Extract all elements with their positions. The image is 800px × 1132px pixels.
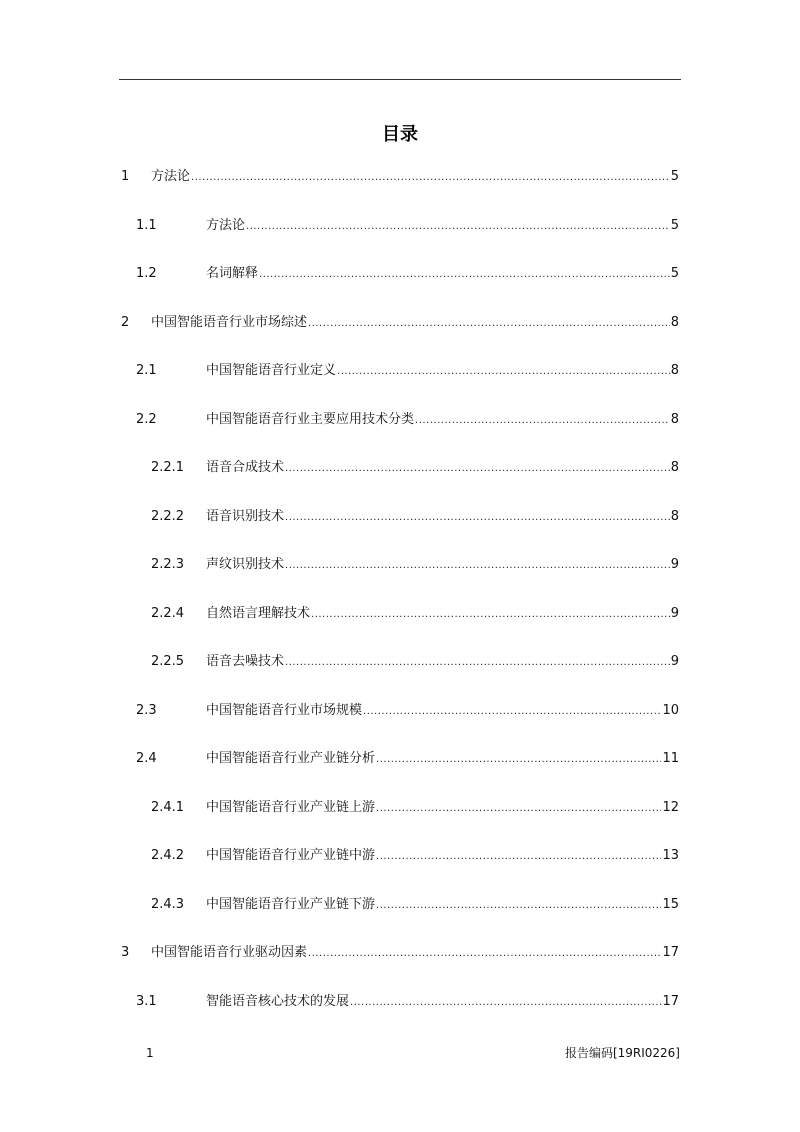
toc-entry[interactable]	[0, 845, 800, 867]
toc-page-number: 8	[670, 363, 679, 378]
toc-number: 3	[121, 945, 130, 960]
toc-entry[interactable]	[0, 748, 800, 770]
toc-page-number: 12	[662, 799, 679, 815]
dot-leader	[311, 604, 670, 626]
toc-page-number: 17	[662, 993, 679, 1009]
toc-number: 2.2.1	[151, 460, 185, 475]
toc-number: 2	[121, 314, 130, 330]
toc-label: 中国智能语音行业市场规模	[206, 702, 363, 718]
toc-page-number: 15	[662, 896, 679, 912]
toc-page-number: 5	[670, 266, 679, 281]
toc-entry[interactable]	[0, 797, 800, 819]
toc-entry[interactable]	[0, 215, 800, 237]
toc-page-number: 8	[670, 411, 679, 427]
toc-label: 名词解释	[206, 266, 259, 281]
toc-number: 3.1	[136, 993, 157, 1009]
toc-label: 方法论	[206, 217, 246, 233]
toc-label: 中国智能语音行业产业链中游	[206, 848, 376, 863]
toc-entry[interactable]	[0, 603, 800, 625]
toc-label: 语音合成技术	[206, 460, 285, 475]
toc-entry[interactable]	[0, 942, 800, 964]
toc-page-number: 5	[670, 169, 679, 184]
toc-page-number: 8	[670, 460, 679, 475]
toc-label: 中国智能语音行业主要应用技术分类	[206, 411, 415, 427]
dot-leader	[191, 167, 670, 189]
toc-number: 2.3	[136, 702, 157, 718]
toc-number: 2.2.2	[151, 508, 185, 524]
toc-number: 2.2.3	[151, 557, 185, 572]
toc-entry[interactable]	[0, 457, 800, 479]
toc-page-number: 5	[670, 217, 679, 233]
footer-report-code: 报告编码[19RI0226]	[564, 1046, 680, 1060]
header-rule	[119, 79, 681, 80]
toc-number: 1.2	[136, 266, 157, 281]
toc-page-number: 8	[670, 314, 679, 330]
dot-leader	[363, 701, 661, 723]
toc-label: 中国智能语音行业产业链上游	[206, 799, 376, 815]
dot-leader	[376, 798, 661, 820]
toc-label: 中国智能语音行业市场综述	[151, 314, 308, 330]
toc-entry[interactable]	[0, 506, 800, 528]
dot-leader	[376, 895, 661, 917]
toc-number: 2.2	[136, 411, 157, 427]
dot-leader	[415, 410, 670, 432]
toc-page-number: 9	[670, 654, 679, 669]
toc-number: 2.1	[136, 363, 157, 378]
toc-entry[interactable]	[0, 166, 800, 188]
toc-number: 2.4.3	[151, 896, 185, 912]
toc-number: 2.4	[136, 751, 157, 766]
dot-leader	[308, 313, 670, 335]
toc-label: 中国智能语音行业驱动因素	[151, 945, 308, 960]
toc-entry[interactable]	[0, 409, 800, 431]
dot-leader	[376, 846, 661, 868]
toc-number: 2.2.4	[151, 605, 185, 621]
toc-page-number: 17	[662, 945, 679, 960]
toc-page-number: 11	[662, 751, 679, 766]
toc-label: 中国智能语音行业产业链分析	[206, 751, 376, 766]
toc-label: 智能语音核心技术的发展	[206, 993, 350, 1009]
footer-page-number: 1	[146, 1046, 154, 1060]
page-title: 目录	[382, 124, 418, 145]
dot-leader	[246, 216, 670, 238]
toc-label: 语音去噪技术	[206, 654, 285, 669]
toc-entry[interactable]	[0, 991, 800, 1013]
toc-entry[interactable]	[0, 651, 800, 673]
toc-number: 2.2.5	[151, 654, 185, 669]
dot-leader	[285, 507, 670, 529]
toc-label: 中国智能语音行业定义	[206, 363, 337, 378]
toc-entry[interactable]	[0, 554, 800, 576]
toc-number: 2.4.2	[151, 848, 185, 863]
toc-entry[interactable]	[0, 312, 800, 334]
toc-label: 自然语言理解技术	[206, 605, 311, 621]
toc-number: 1	[121, 169, 130, 184]
dot-leader	[259, 264, 670, 286]
toc-label: 中国智能语音行业产业链下游	[206, 896, 376, 912]
toc-page-number: 10	[662, 702, 679, 718]
dot-leader	[308, 943, 661, 965]
toc-entry[interactable]	[0, 263, 800, 285]
toc-page-number: 9	[670, 557, 679, 572]
dot-leader	[376, 749, 661, 771]
dot-leader	[285, 652, 670, 674]
dot-leader	[285, 458, 670, 480]
toc-label: 声纹识别技术	[206, 557, 285, 572]
dot-leader	[285, 555, 670, 577]
toc-label: 语音识别技术	[206, 508, 285, 524]
toc-entry[interactable]	[0, 700, 800, 722]
toc-page-number: 9	[670, 605, 679, 621]
toc-label: 方法论	[151, 169, 191, 184]
toc-page-number: 13	[662, 848, 679, 863]
dot-leader	[350, 992, 661, 1014]
toc-number: 1.1	[136, 217, 157, 233]
dot-leader	[337, 361, 670, 383]
toc-page-number: 8	[670, 508, 679, 524]
toc-entry[interactable]	[0, 360, 800, 382]
toc-number: 2.4.1	[151, 799, 185, 815]
toc-entry[interactable]	[0, 894, 800, 916]
